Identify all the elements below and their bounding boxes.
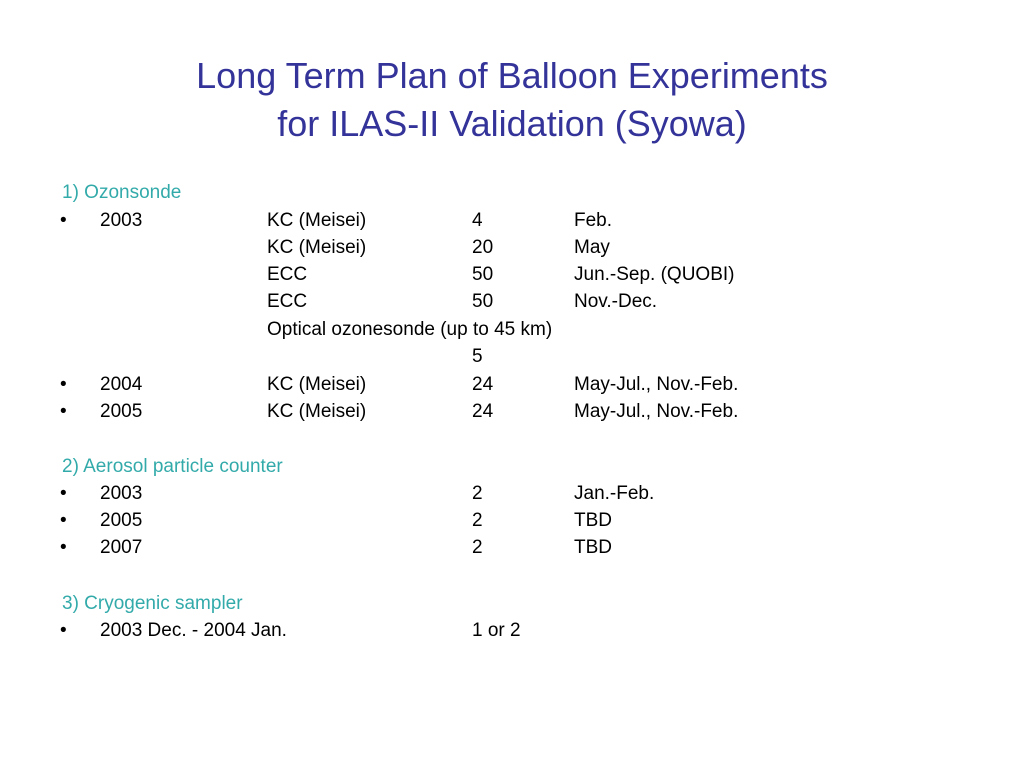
row-number: 5: [472, 346, 483, 367]
row-instrument: ECC: [267, 291, 308, 312]
row-number: 20: [472, 237, 494, 258]
bullet-icon: •: [60, 537, 67, 558]
row-number: 50: [472, 264, 494, 285]
section-heading-aerosol: 2) Aerosol particle counter: [62, 456, 283, 477]
row-number: 4: [472, 210, 483, 231]
row-instrument: ECC: [267, 264, 308, 285]
title-line-1: Long Term Plan of Balloon Experiments: [196, 55, 828, 96]
row-period: Jan.-Feb.: [574, 483, 655, 504]
row-number: 2: [472, 510, 483, 531]
row-number: 24: [472, 401, 494, 422]
bullet-icon: •: [60, 374, 67, 395]
title-line-2: for ILAS-II Validation (Syowa): [277, 103, 747, 144]
row-period: May-Jul., Nov.-Feb.: [574, 374, 739, 395]
row-period: May-Jul., Nov.-Feb.: [574, 401, 739, 422]
row-year: 2005: [100, 401, 143, 422]
row-instrument: KC (Meisei): [267, 374, 367, 395]
row-year: 2003: [100, 210, 143, 231]
bullet-icon: •: [60, 210, 67, 231]
row-period: TBD: [574, 537, 612, 558]
section-heading-cryogenic: 3) Cryogenic sampler: [62, 593, 243, 614]
row-year: 2005: [100, 510, 143, 531]
bullet-icon: •: [60, 483, 67, 504]
bullet-icon: •: [60, 510, 67, 531]
row-year: 2004: [100, 374, 143, 395]
row-instrument: Optical ozonesonde (up to 45 km): [267, 319, 553, 340]
row-number: 50: [472, 291, 494, 312]
row-number: 2: [472, 483, 483, 504]
row-period: Nov.-Dec.: [574, 291, 658, 312]
row-number: 1 or 2: [472, 620, 521, 641]
section-heading-ozonsonde: 1) Ozonsonde: [62, 182, 182, 203]
row-year: 2007: [100, 537, 143, 558]
bullet-icon: •: [60, 401, 67, 422]
row-period: Jun.-Sep. (QUOBI): [574, 264, 735, 285]
row-year: 2003 Dec. - 2004 Jan.: [100, 620, 287, 641]
row-period: TBD: [574, 510, 612, 531]
row-period: Feb.: [574, 210, 613, 231]
row-instrument: KC (Meisei): [267, 210, 367, 231]
bullet-icon: •: [60, 620, 67, 641]
row-instrument: KC (Meisei): [267, 237, 367, 258]
row-instrument: KC (Meisei): [267, 401, 367, 422]
row-year: 2003: [100, 483, 143, 504]
row-number: 2: [472, 537, 483, 558]
row-number: 24: [472, 374, 494, 395]
row-period: May: [574, 237, 610, 258]
